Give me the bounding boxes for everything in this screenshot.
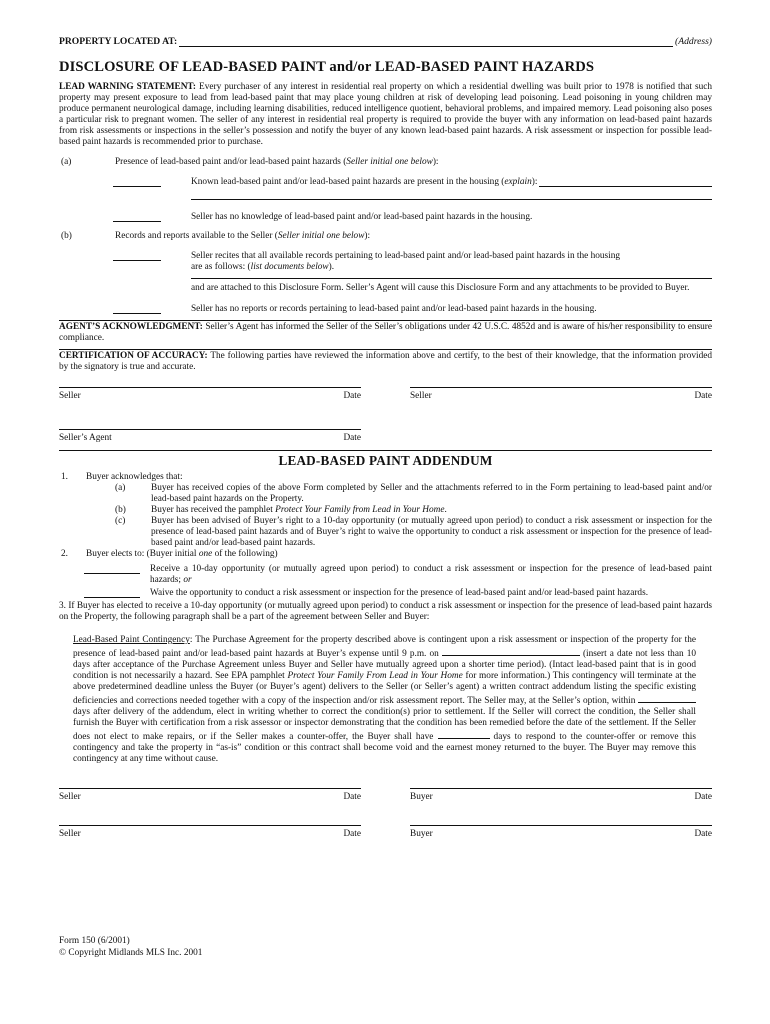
explain-field[interactable]: [539, 177, 712, 187]
signature-row-1: [59, 387, 712, 402]
seller-initial-b1-field[interactable]: [113, 251, 161, 261]
agent-ack-text: Seller’s Agent has informed the Seller of the Seller’s obligations under 42 U.S.C. 4852d and is aware of his/her responsibility to ensure compliance.: [59, 322, 713, 343]
sellers-agent-signature-field[interactable]: [59, 429, 361, 444]
item-a-opt2-text: Seller has no knowledge of lead-based paint and/or lead-based paint hazards in the housing.: [191, 212, 533, 222]
item-a-option-known: [59, 177, 712, 188]
item-a-label: (a): [61, 157, 72, 167]
addendum-item-1: [59, 472, 712, 483]
elect-receive-text: [150, 564, 712, 586]
item-a: [59, 157, 712, 168]
item-b-opt1-line2-italic: list documents below: [250, 262, 329, 272]
buyer-signature-field-2[interactable]: [410, 825, 712, 840]
item-b-option-records: [59, 251, 712, 273]
seller-initial-b2-field[interactable]: [113, 304, 161, 314]
buyer-label: Buyer: [410, 792, 433, 802]
contingency-p2-italic: Protect Your Family From Lead in Your Home: [287, 671, 463, 681]
seller-label: Seller: [410, 391, 432, 401]
seller-signature-field-2[interactable]: [59, 788, 361, 803]
form-footer: [59, 935, 202, 959]
divider: [59, 320, 712, 321]
item-a-opt1-italic: explain: [504, 177, 532, 187]
addendum-item-1b: [59, 505, 712, 516]
item-a-text-start: Presence of lead-based paint and/or lead-based paint hazards (: [115, 157, 347, 167]
item-b-opt1-line1: Seller recites that all available records pertaining to lead-based paint and/or lead-based paint hazards in the housing: [191, 251, 621, 261]
form-number: Form 150 (6/2001): [59, 936, 130, 946]
address-hint: (Address): [675, 36, 712, 47]
addendum-title: LEAD-BASED PAINT ADDENDUM: [278, 453, 493, 468]
date-label: Date: [694, 829, 712, 839]
form-title: DISCLOSURE OF LEAD-BASED PAINT and/or LEAD-BASED PAINT HAZARDS: [59, 59, 595, 75]
divider: [59, 450, 712, 451]
buyer-initial-receive-field[interactable]: [84, 564, 140, 574]
signature-row-4: [59, 825, 712, 840]
item-1a-text: Buyer has received copies of the above Form completed by Seller and the attachments referred to in the Form pertaining to lead-based paint and/or lead-based paint hazards on the Property.: [151, 483, 712, 504]
item-1c-text: Buyer has been advised of Buyer’s right to a 10-day opportunity (or mutually agreed upon period) to conduct a risk assessment or inspection for the presence of lead-based paint hazards and of Buyer’s right to waive the opportunity to conduct a risk assessment or inspection for the presence of lead-based paint and/or lead-based paint hazards.: [151, 516, 712, 548]
contingency-p5: days to respond to the counter-offer or remove this contingency and take the property in “as-is” condition or this contract shall become void and the earnest money returned to the buyer. The Buyer may remove this contingency at any time without cause.: [73, 732, 696, 764]
item-1-text: Buyer acknowledges that:: [86, 472, 183, 482]
item-2-number: 2.: [61, 549, 68, 559]
item-a-opt1-post: ):: [531, 177, 538, 187]
addendum-item-1c: [59, 516, 712, 549]
item-1b-text-post: .: [444, 505, 447, 515]
contingency-p3: for more information.) This contingency will terminate at the above predetermined deadline unless the Buyer (or Buyer’s agent) delivers to the Seller (or Seller’s agent) a written contract addendum listing the specific existing deficiencies and corrections needed together with a copy of the inspection and/or risk assessment report. The Seller may, at the Seller’s option, within: [73, 671, 697, 706]
addendum-item-3: 3. If Buyer has elected to receive a 10-day opportunity (or mutually agreed upon period) to conduct a risk assessment or inspection for the presence of lead-based paint hazards on the Property, the following paragraph shall be a part of the agreement between Seller and Buyer:: [59, 601, 712, 622]
date-label: Date: [343, 391, 361, 401]
item-b: [59, 231, 712, 242]
signature-row-2: [59, 429, 712, 444]
addendum-item-2: [59, 549, 712, 560]
item-b-text-start: Records and reports available to the Seller (: [115, 231, 278, 241]
item-b-opt1-cont: and are attached to this Disclosure Form. Seller’s Agent will cause this Disclosure Form and any attachments to be provided to Buyer.: [191, 283, 690, 293]
item-a-option-known-text: [191, 177, 712, 188]
copyright: © Copyright Midlands MLS Inc. 2001: [59, 948, 203, 958]
item-b-opt1-text: [191, 251, 712, 273]
property-line: [59, 36, 712, 47]
item-a-text: [115, 157, 439, 168]
item-2-text-pre: Buyer elects to: (Buyer initial: [86, 549, 199, 559]
property-label: PROPERTY LOCATED AT:: [59, 36, 178, 47]
contingency-p4: days after delivery of the addendum, elect in writing whether to correct the condition(s) prior to settlement. If the Seller will correct the condition, the Seller shall furnish the Buyer with certification from a risk assessor or inspector demonstrating that the condition has been remedied before the date of the settlement. If the Seller does not elect to make repairs, or if the Seller makes a counter-offer, the Buyer shall have: [73, 707, 696, 742]
item-a-opt1-pre: Known lead-based paint and/or lead-based paint hazards are present in the housing (: [191, 177, 505, 187]
item-b-option-none: [59, 304, 712, 315]
contingency-p2: (insert a date not less than 10 days after acceptance of the Purchase Agreement unless Buyer and Seller have mutually agreed upon a shorter time period). (Intact lead-based paint that is in good condition is not necessarily a hazard. See EPA pamphlet: [73, 649, 696, 681]
seller-signature-field-3[interactable]: [59, 825, 361, 840]
buyer-signature-field[interactable]: [410, 788, 712, 803]
item-2-text-post: of the following): [212, 549, 278, 559]
seller-label: Seller: [59, 829, 81, 839]
item-b-text: [115, 231, 370, 242]
certification-text: The following parties have reviewed the information above and certify, to the best of their knowledge, that the information provided by the signatory is true and accurate.: [59, 351, 713, 372]
item-2-text-italic: one: [198, 549, 213, 559]
seller-label: Seller: [59, 792, 81, 802]
signature-row-3: [59, 788, 712, 803]
buyer-label: Buyer: [410, 829, 433, 839]
item-b-opt1-line2-post: ).: [328, 262, 335, 272]
records-list-field[interactable]: [191, 278, 712, 279]
contingency-heading: Lead-Based Paint Contingency: [73, 635, 190, 645]
item-b-text-italic: Seller initial one below: [277, 231, 365, 241]
elect-option-waive: [59, 588, 712, 599]
item-b-label: (b): [61, 231, 72, 241]
lead-paint-contingency: [73, 635, 696, 765]
seller-2-signature-field[interactable]: [410, 387, 712, 402]
explain-field-line-2[interactable]: [191, 199, 712, 200]
item-a-opt1-text: [191, 177, 537, 188]
seller-signature-field[interactable]: [59, 387, 361, 402]
elect-receive-pre: Receive a 10-day opportunity (or mutually agreed upon period) to conduct a risk assessment or inspection for the presence of lead-based paint hazards;: [150, 564, 712, 585]
divider: [59, 349, 712, 350]
agents-acknowledgment: [59, 322, 712, 344]
elect-receive-italic: or: [183, 575, 192, 585]
buyer-initial-waive-field[interactable]: [84, 588, 140, 598]
certification-heading: CERTIFICATION OF ACCURACY:: [59, 351, 208, 361]
agent-ack-heading: AGENT’S ACKNOWLEDGMENT:: [59, 322, 203, 332]
item-1b-text: [151, 505, 712, 516]
item-1b-text-italic: Protect Your Family from Lead in Your Home: [275, 505, 445, 515]
contingency-date-field[interactable]: [442, 646, 580, 656]
date-label: Date: [694, 792, 712, 802]
seller-days-field[interactable]: [638, 693, 696, 703]
date-label: Date: [343, 829, 361, 839]
buyer-days-field[interactable]: [438, 729, 490, 739]
lead-warning-heading: LEAD WARNING STATEMENT:: [59, 82, 197, 92]
seller-initial-a2-field[interactable]: [113, 212, 161, 222]
addendum-item-1a: [59, 483, 712, 505]
lead-warning-statement: [59, 82, 712, 148]
elect-waive-text: Waive the opportunity to conduct a risk assessment or inspection for the presence of lead-based paint and/or lead-based paint hazards.: [150, 588, 649, 598]
date-label: Date: [343, 792, 361, 802]
elect-option-receive: [59, 564, 712, 586]
contingency-p1: : The Purchase Agreement for the property described above is contingent upon a risk assessment or inspection of the property for the presence of lead-based paint and/or lead-based paint hazards at Buyer’s expense until 9 p.m. on: [73, 635, 697, 659]
date-label: Date: [694, 391, 712, 401]
seller-initial-a1-field[interactable]: [113, 177, 161, 187]
item-1b-text-pre: Buyer has received the pamphlet: [151, 505, 276, 515]
certification-of-accuracy: [59, 351, 712, 373]
lead-warning-text: Every purchaser of any interest in residential real property on which a residential dwelling was built prior to 1978 is notified that such property may present exposure to lead from lead-based paint that may place young children at risk of developing lead poisoning. Lead poisoning in young children may produce permanent neurological damage, including learning disabilities, reduced intelligence quotient, behavioral problems, and impaired memory. Lead poisoning also poses a particular risk to pregnant women. The seller of any interest in residential real property is required to provide the buyer with any information on lead-based paint hazards from risk assessments or inspections in the seller’s possession and notify the buyer of any known lead-based paint hazards. A risk assessment or inspection for possible lead-based paint hazards is recommended prior to purchase.: [59, 82, 713, 147]
address-field[interactable]: [179, 37, 673, 47]
item-b-opt2-text: Seller has no reports or records pertaining to lead-based paint and/or lead-based paint hazards in the housing.: [191, 304, 597, 314]
item-2-text: [86, 549, 278, 560]
item-1c-label: (c): [115, 516, 126, 526]
item-b-text-end: ):: [364, 231, 371, 241]
item-a-text-end: ):: [432, 157, 439, 167]
item-1a-label: (a): [115, 483, 126, 493]
date-label: Date: [343, 433, 361, 443]
item-1b-label: (b): [115, 505, 126, 515]
item-a-option-none: [59, 212, 712, 223]
sellers-agent-label: Seller’s Agent: [59, 433, 112, 443]
item-1-number: 1.: [61, 472, 68, 482]
seller-label: Seller: [59, 391, 81, 401]
item-b-opt1-line2-pre: are as follows: (: [191, 262, 251, 272]
item-a-text-italic: Seller initial one below: [346, 157, 433, 167]
